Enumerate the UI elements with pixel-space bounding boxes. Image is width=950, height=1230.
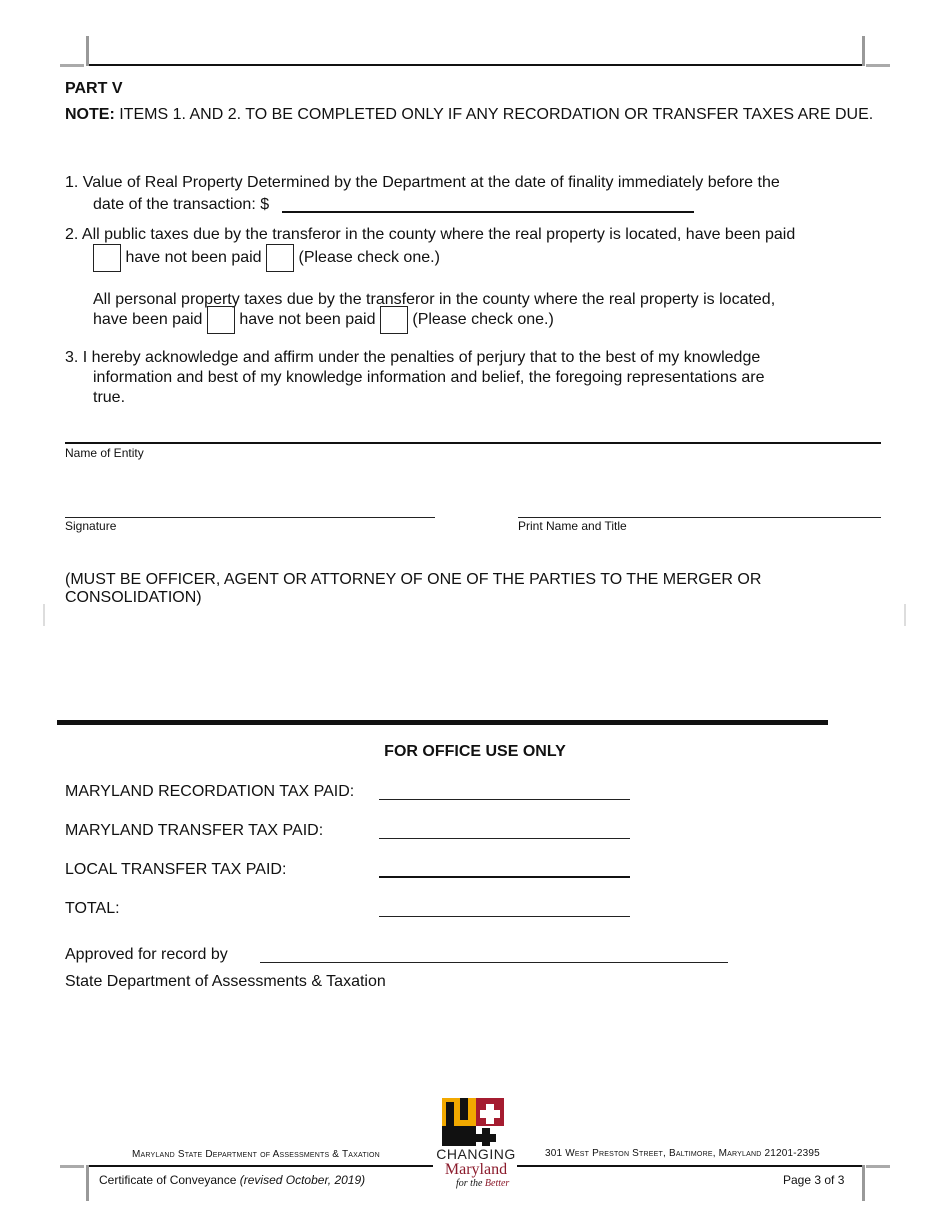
item3-line1: 3. I hereby acknowledge and affirm under the penalties of perjury that to the best of my knowledge: [65, 349, 761, 366]
part-heading: PART V: [65, 80, 123, 97]
transfer-field[interactable]: [379, 821, 630, 839]
personal-taxes-not-paid-checkbox[interactable]: [380, 306, 408, 334]
form-revised: (revised October, 2019): [239, 1173, 366, 1187]
office-heading: FOR OFFICE USE ONLY: [384, 743, 566, 760]
total-label: TOTAL:: [65, 900, 120, 917]
item3-line2: information and best of my knowledge information and belief, the foregoing representations are: [93, 369, 765, 386]
flag-black-stripe-2: [460, 1098, 468, 1120]
corner-tick-bottom-right: [866, 1165, 890, 1168]
public-not-paid-label: have not been paid: [125, 249, 262, 267]
print-name-label: Print Name and Title: [518, 519, 627, 533]
margin-mark-left: [43, 604, 45, 626]
flag-black-block: [442, 1126, 476, 1146]
note-text: ITEMS 1. AND 2. TO BE COMPLETED ONLY IF ANY RECORDATION OR TRANSFER TAXES ARE DUE.: [119, 106, 874, 123]
recordation-label: MARYLAND RECORDATION TAX PAID:: [65, 783, 355, 800]
note-label: NOTE:: [65, 106, 115, 123]
signature-field[interactable]: [65, 492, 435, 518]
flag-black-stripe: [446, 1102, 454, 1126]
changing-maryland-logo: [430, 1098, 522, 1192]
personal-check-note: (Please check one.): [412, 311, 554, 329]
public-taxes-not-paid-checkbox[interactable]: [266, 244, 294, 272]
margin-mark-right: [904, 604, 906, 626]
personal-paid-label: have been paid: [93, 311, 203, 329]
entity-name-field[interactable]: [65, 420, 881, 444]
public-check-note: (Please check one.): [298, 249, 440, 267]
property-value-field[interactable]: [282, 195, 694, 213]
office-divider: [57, 720, 828, 725]
top-rule: [88, 64, 864, 66]
footer-rule-left: [88, 1165, 433, 1167]
personal-checkrow: [93, 306, 554, 334]
transfer-label: MARYLAND TRANSFER TAX PAID:: [65, 822, 324, 839]
item2-line1: 2. All public taxes due by the transferor in the county where the real property is located, have been paid: [65, 226, 796, 243]
local-label: LOCAL TRANSFER TAX PAID:: [65, 861, 287, 878]
corner-tick-top-left: [60, 64, 84, 67]
corner-mark-top-left: [86, 36, 89, 66]
corner-tick-top-right: [866, 64, 890, 67]
corner-mark-bottom-left: [86, 1165, 89, 1201]
officer-note-line2: CONSOLIDATION): [65, 589, 202, 606]
footer-address: 301 West Preston Street, Baltimore, Maryland 21201-2395: [545, 1148, 820, 1159]
logo-tagline-for: for the: [456, 1178, 483, 1189]
recordation-field[interactable]: [379, 782, 630, 800]
corner-mark-bottom-right: [862, 1165, 865, 1201]
footer-form-name: [99, 1173, 365, 1187]
logo-tagline-better: Better: [484, 1178, 510, 1189]
total-field[interactable]: [379, 899, 630, 917]
public-taxes-paid-checkbox[interactable]: [93, 244, 121, 272]
footer-agency: Maryland State Department of Assessments & Taxation: [132, 1149, 380, 1160]
officer-note-line1: (MUST BE OFFICER, AGENT OR ATTORNEY OF ONE OF THE PARTIES TO THE MERGER OR: [65, 571, 762, 588]
approved-field[interactable]: [260, 945, 728, 963]
form-name: Certificate of Conveyance: [99, 1173, 237, 1187]
approved-label: Approved for record by: [65, 946, 228, 963]
footer-rule-right: [517, 1165, 864, 1167]
print-name-field[interactable]: [518, 492, 881, 518]
logo-changing: CHANGING: [436, 1146, 516, 1162]
logo-maryland: Maryland: [444, 1161, 508, 1178]
corner-mark-top-right: [862, 36, 865, 66]
department-label: State Department of Assessments & Taxation: [65, 973, 386, 990]
item3-line3: true.: [93, 389, 126, 406]
footer-page-number: Page 3 of 3: [783, 1173, 845, 1187]
personal-taxes-paid-checkbox[interactable]: [207, 306, 235, 334]
signature-label: Signature: [65, 519, 117, 533]
entity-label: Name of Entity: [65, 446, 144, 460]
personal-not-paid-label: have not been paid: [239, 311, 376, 329]
local-field[interactable]: [379, 860, 630, 878]
note-block: [65, 105, 895, 125]
maryland-flag-icon: [442, 1098, 506, 1146]
item1-line1: 1. Value of Real Property Determined by the Department at the date of finality immediately before the: [65, 174, 780, 191]
logo-tagline: [456, 1178, 526, 1189]
item1-line2: date of the transaction: $: [93, 196, 270, 213]
personal-line1: All personal property taxes due by the transferor in the county where the real property is located,: [93, 291, 776, 308]
corner-tick-bottom-left: [60, 1165, 84, 1168]
item2-checkrow: [93, 244, 440, 272]
